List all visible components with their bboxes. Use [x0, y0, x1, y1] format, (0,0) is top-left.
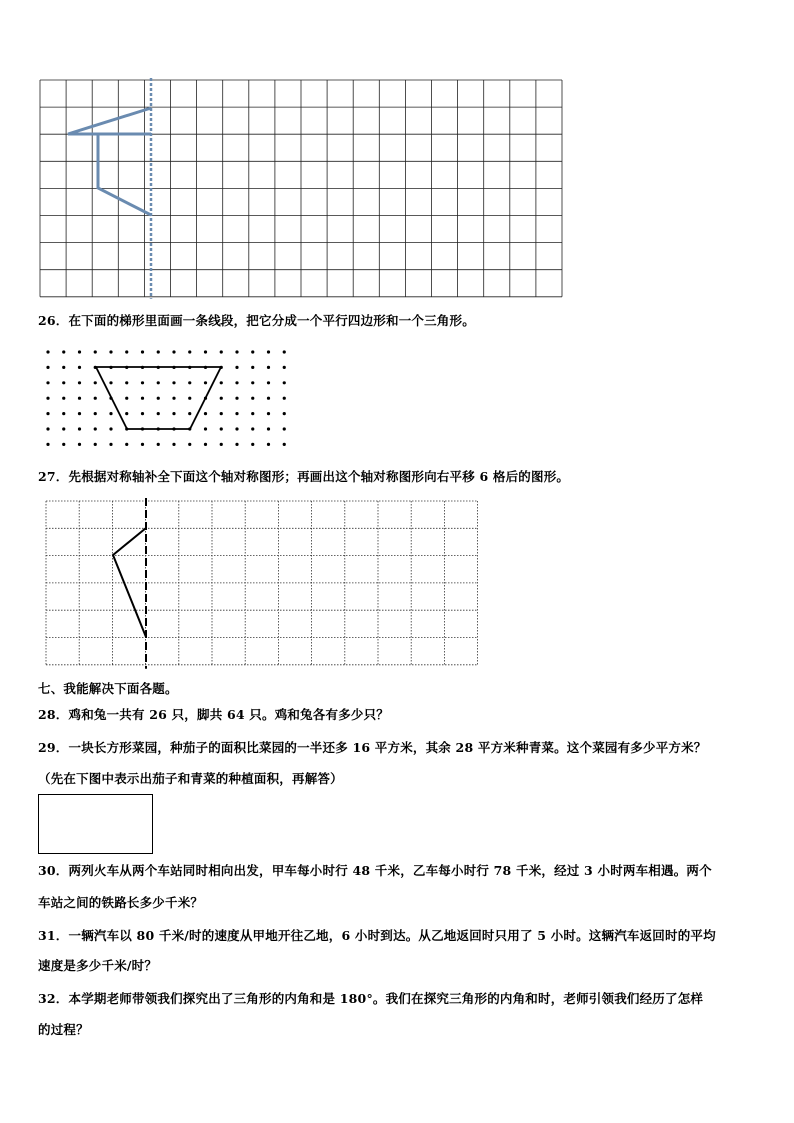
question-28: 28．鸡和兔一共有 26 只，脚共 64 只。鸡和兔各有多少只？	[38, 707, 389, 722]
question-29-note: （先在下图中表示出茄子和青菜的种植面积，再解答）	[38, 771, 343, 786]
question-30-line-1: 30．两列火车从两个车站同时相向出发，甲车每小时行 48 千米，乙车每小时行 78 千米，经过 3 小时两车相遇。两个	[38, 863, 712, 878]
question-31-line-1: 31．一辆汽车以 80 千米/时的速度从甲地开往乙地，6 小时到达。从乙地返回时只用了 5 小时。这辆汽车返回时的平均	[38, 928, 716, 943]
question-32-line-2: 的过程？	[38, 1022, 89, 1037]
half-figure	[113, 528, 146, 637]
question-30-line-2: 车站之间的铁路长多少千米？	[38, 895, 204, 910]
question-32-line-1: 32．本学期老师带领我们探究出了三角形的内角和是 180°。我们在探究三角形的内角和时，老师引领我们经历了怎样	[38, 991, 704, 1006]
section-7-title: 七、我能解决下面各题。	[38, 681, 178, 696]
question-27: 27．先根据对称轴补全下面这个轴对称图形；再画出这个轴对称图形向右平移 6 格后的图形。	[38, 469, 570, 484]
question-26: 26．在下面的梯形里面画一条线段，把它分成一个平行四边形和一个三角形。	[38, 313, 475, 328]
question-31-line-2: 速度是多少千米/时？	[38, 958, 158, 973]
garden-rectangle	[38, 794, 153, 854]
question-29: 29．一块长方形菜园，种茄子的面积比菜园的一半还多 16 平方米，其余 28 平方米种青菜。这个菜园有多少平方米？	[38, 740, 707, 755]
